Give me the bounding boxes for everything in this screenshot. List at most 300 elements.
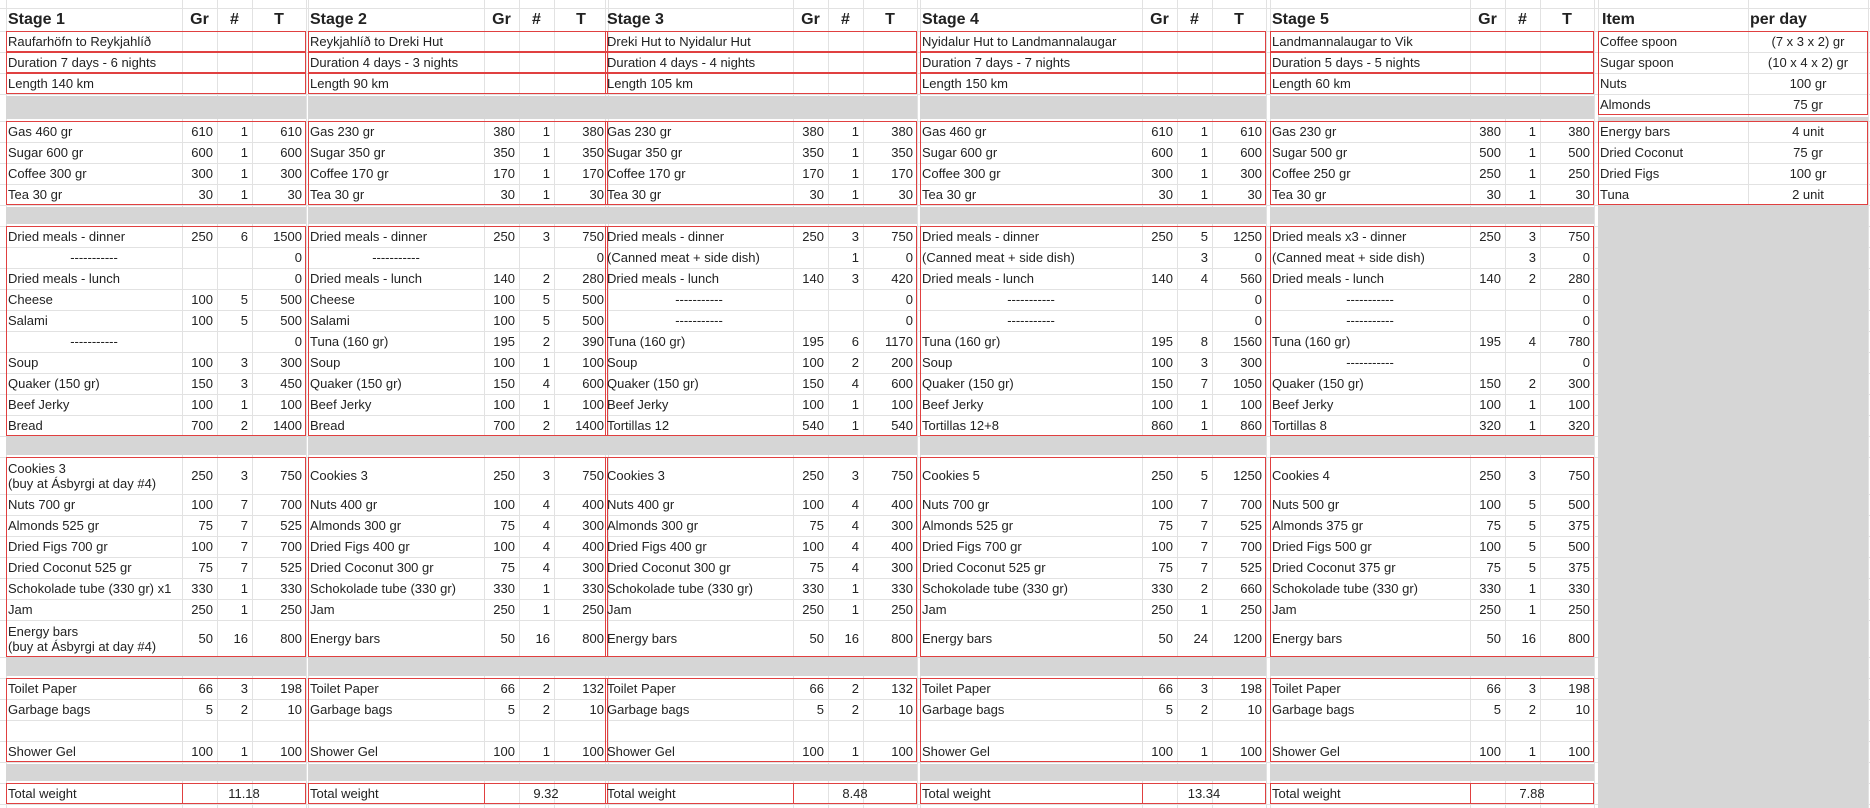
grid-vline — [917, 0, 918, 808]
item-name: Dried meals - lunch — [310, 271, 422, 286]
item-total: 1400 — [273, 418, 302, 433]
item-grams: 600 — [1151, 145, 1173, 160]
item-count: 1 — [240, 166, 248, 181]
item-grams: 300 — [1151, 166, 1173, 181]
item-grams: 250 — [191, 468, 213, 483]
item-name: Schokolade tube (330 gr) — [922, 581, 1068, 596]
item-total: 170 — [891, 166, 913, 181]
item-count: 6 — [851, 334, 859, 349]
item-total: 250 — [1568, 166, 1590, 181]
item-total: 400 — [891, 539, 913, 554]
col-header-gr: Gr — [492, 11, 511, 28]
item-name: Salami — [310, 313, 350, 328]
item-total: 750 — [1568, 229, 1590, 244]
item-grams: 50 — [198, 631, 213, 646]
item-grams — [182, 331, 217, 352]
item-total: 30 — [898, 187, 913, 202]
item-total: 600 — [280, 145, 302, 160]
perday-value: 100 gr — [1789, 76, 1827, 91]
item-grams: 600 — [191, 145, 213, 160]
item-name: Dried Figs 400 gr — [310, 539, 410, 554]
stage-info: Length 140 km — [8, 76, 95, 91]
item-grams — [484, 720, 519, 741]
item-name: Nuts 700 gr — [8, 497, 76, 512]
item-total: 0 — [1254, 292, 1262, 307]
item-name: Dried Coconut 525 gr — [8, 560, 132, 575]
separator-band — [605, 96, 917, 119]
item-total: 540 — [891, 418, 913, 433]
item-count: 1 — [542, 166, 550, 181]
item-count: 2 — [851, 702, 859, 717]
item-name: Coffee 300 gr — [922, 166, 1001, 181]
item-name: Dried meals - dinner — [310, 229, 428, 244]
item-total: 100 — [891, 397, 913, 412]
item-name: Jam — [607, 602, 632, 617]
stage-info: Duration 4 days - 4 nights — [607, 55, 756, 70]
item-name: Cheese — [310, 292, 355, 307]
total-label: Total weight — [8, 786, 77, 801]
item-grams: 250 — [191, 602, 213, 617]
item-name: Tea 30 gr — [310, 187, 365, 202]
item-name — [6, 457, 182, 494]
item-count: 1 — [851, 187, 859, 202]
item-name: Tuna (160 gr) — [607, 334, 686, 349]
separator-band — [1270, 207, 1594, 224]
item-count: 1 — [851, 250, 859, 265]
item-count — [217, 247, 252, 268]
stage-info: Length 90 km — [310, 76, 389, 91]
item-name: Garbage bags — [8, 702, 91, 717]
item-total: 500 — [1568, 145, 1590, 160]
item-grams: 75 — [198, 518, 213, 533]
item-total: 100 — [1568, 744, 1590, 759]
separator-band — [6, 96, 306, 119]
item-total: 860 — [1240, 418, 1262, 433]
item-count: 2 — [240, 418, 248, 433]
item-count: 5 — [1200, 229, 1208, 244]
item-grams: 30 — [809, 187, 824, 202]
item-count: 3 — [240, 355, 248, 370]
item-name: (Canned meat + side dish) — [607, 250, 760, 265]
item-count — [519, 247, 554, 268]
item-total: 420 — [891, 271, 913, 286]
item-name: ----------- — [1007, 313, 1055, 328]
item-name: Quaker (150 gr) — [1272, 376, 1364, 391]
perday-item: Nuts — [1600, 76, 1627, 91]
perday-item: Energy bars — [1600, 124, 1671, 139]
item-name: ----------- — [1346, 292, 1394, 307]
item-total: 1250 — [1233, 468, 1262, 483]
item-grams: 610 — [1151, 124, 1173, 139]
stage-title: Stage 2 — [310, 11, 367, 28]
item-grams — [1142, 310, 1177, 331]
item-name: Cheese — [8, 292, 53, 307]
separator-band — [308, 657, 608, 676]
item-name: Dried meals - dinner — [922, 229, 1040, 244]
item-name: Sugar 600 gr — [8, 145, 84, 160]
item-grams: 50 — [1486, 631, 1501, 646]
stage-info: Duration 5 days - 5 nights — [1272, 55, 1421, 70]
item-name: ----------- — [1346, 355, 1394, 370]
item-total: 250 — [1568, 602, 1590, 617]
item-count: 2 — [1528, 376, 1536, 391]
item-count: 16 — [1521, 631, 1536, 646]
item-name: Schokolade tube (330 gr) — [1272, 581, 1418, 596]
grid-hline — [0, 94, 1870, 95]
item-grams: 350 — [802, 145, 824, 160]
item-total: 750 — [582, 229, 604, 244]
item-grams: 50 — [809, 631, 824, 646]
item-name: Toilet Paper — [1272, 681, 1341, 696]
col-header-count: # — [230, 11, 239, 28]
item-grams: 195 — [493, 334, 515, 349]
item-grams: 100 — [493, 497, 515, 512]
item-name: Dried Coconut 375 gr — [1272, 560, 1396, 575]
perday-value-header: per day — [1750, 11, 1807, 28]
item-name: Soup — [310, 355, 341, 370]
item-total: 375 — [1568, 560, 1590, 575]
item-count: 4 — [542, 518, 550, 533]
item-total: 500 — [582, 313, 604, 328]
item-total: 1250 — [1233, 229, 1262, 244]
item-grams — [182, 247, 217, 268]
item-total: 800 — [1568, 631, 1590, 646]
item-total: 0 — [1582, 292, 1590, 307]
item-total: 100 — [280, 744, 302, 759]
item-name: Quaker (150 gr) — [922, 376, 1014, 391]
item-name: Gas 230 gr — [310, 124, 375, 139]
item-total: 100 — [280, 397, 302, 412]
item-name: Toilet Paper — [922, 681, 991, 696]
item-name: Nuts 400 gr — [607, 497, 675, 512]
item-name: Dried Figs 700 gr — [922, 539, 1022, 554]
item-total: 300 — [1240, 355, 1262, 370]
item-count: 1 — [851, 166, 859, 181]
stage-info: Length 150 km — [922, 76, 1009, 91]
item-total: 400 — [582, 497, 604, 512]
item-name: Dried meals - lunch — [607, 271, 719, 286]
item-name: Garbage bags — [310, 702, 393, 717]
perday-item: Coffee spoon — [1600, 34, 1678, 49]
item-name: Gas 460 gr — [8, 124, 73, 139]
item-count: 1 — [240, 124, 248, 139]
item-count: 4 — [851, 539, 859, 554]
item-count: 1 — [240, 744, 248, 759]
stage-info: Nyidalur Hut to Landmannalaugar — [922, 34, 1117, 49]
item-name-line: Cookies 3 — [8, 460, 66, 476]
item-total: 100 — [1568, 397, 1590, 412]
item-name — [920, 720, 1142, 741]
stage-title: Stage 5 — [1272, 11, 1329, 28]
item-count: 1 — [851, 418, 859, 433]
item-count: 1 — [851, 397, 859, 412]
item-grams: 100 — [493, 313, 515, 328]
item-count: 2 — [542, 271, 550, 286]
item-count: 1 — [240, 187, 248, 202]
item-name: Dried Coconut 300 gr — [607, 560, 731, 575]
item-grams: 100 — [1151, 744, 1173, 759]
item-count: 3 — [1528, 250, 1536, 265]
item-total: 300 — [280, 166, 302, 181]
stage-info: Duration 7 days - 7 nights — [922, 55, 1071, 70]
item-total: 10 — [287, 702, 302, 717]
col-header-gr: Gr — [190, 11, 209, 28]
item-grams: 100 — [493, 744, 515, 759]
item-name: Almonds 300 gr — [607, 518, 699, 533]
item-total: 0 — [905, 313, 913, 328]
separator-band — [308, 207, 608, 224]
item-name: Coffee 170 gr — [607, 166, 686, 181]
grid-vline — [306, 0, 307, 808]
item-name: Soup — [607, 355, 638, 370]
item-grams: 250 — [1151, 602, 1173, 617]
item-total: 500 — [1568, 539, 1590, 554]
item-total: 280 — [582, 271, 604, 286]
item-total: 1050 — [1233, 376, 1262, 391]
item-count: 1 — [1200, 744, 1208, 759]
separator-band — [920, 96, 1266, 119]
item-count: 1 — [542, 397, 550, 412]
item-total: 400 — [891, 497, 913, 512]
item-name: Nuts 400 gr — [310, 497, 378, 512]
item-count: 5 — [1528, 539, 1536, 554]
item-grams: 250 — [802, 229, 824, 244]
item-count: 4 — [1528, 334, 1536, 349]
item-total: 250 — [280, 602, 302, 617]
item-count: 5 — [1528, 497, 1536, 512]
item-name: Shower Gel — [922, 744, 990, 759]
item-grams: 100 — [191, 397, 213, 412]
item-name: ----------- — [70, 334, 118, 349]
item-name: Garbage bags — [1272, 702, 1355, 717]
item-count: 5 — [542, 313, 550, 328]
item-name-line: (buy at Ásbyrgi at day #4) — [8, 475, 157, 491]
item-grams: 140 — [802, 271, 824, 286]
item-grams: 195 — [1479, 334, 1501, 349]
item-count: 7 — [1200, 539, 1208, 554]
item-count: 1 — [851, 602, 859, 617]
item-name: Gas 230 gr — [1272, 124, 1337, 139]
item-name — [605, 720, 793, 741]
item-name: Tea 30 gr — [607, 187, 662, 202]
item-grams: 100 — [191, 539, 213, 554]
item-name: Schokolade tube (330 gr) — [607, 581, 753, 596]
item-name: Toilet Paper — [607, 681, 676, 696]
item-grams — [182, 720, 217, 741]
item-grams: 195 — [1151, 334, 1173, 349]
item-count: 3 — [1528, 468, 1536, 483]
item-grams: 100 — [802, 497, 824, 512]
item-grams: 250 — [1151, 229, 1173, 244]
item-count: 7 — [1200, 560, 1208, 575]
item-name: Dried Figs 500 gr — [1272, 539, 1372, 554]
separator-band — [308, 436, 608, 455]
col-header-total: T — [576, 11, 586, 28]
item-name: Dried meals - dinner — [8, 229, 126, 244]
stage-info: Duration 7 days - 6 nights — [8, 55, 157, 70]
item-count: 5 — [240, 292, 248, 307]
item-total: 0 — [905, 292, 913, 307]
item-grams: 700 — [191, 418, 213, 433]
item-name: Coffee 300 gr — [8, 166, 87, 181]
item-name — [6, 720, 182, 741]
grid-vline — [1594, 0, 1595, 808]
item-name: ----------- — [1346, 313, 1394, 328]
item-name: Nuts 500 gr — [1272, 497, 1340, 512]
item-count: 16 — [844, 631, 859, 646]
item-name: Shower Gel — [310, 744, 378, 759]
item-grams: 320 — [1479, 418, 1501, 433]
item-grams: 100 — [802, 744, 824, 759]
item-count — [828, 720, 863, 741]
item-grams: 100 — [1479, 397, 1501, 412]
item-count: 1 — [851, 145, 859, 160]
item-total: 800 — [891, 631, 913, 646]
item-grams: 100 — [1479, 539, 1501, 554]
item-grams: 170 — [493, 166, 515, 181]
item-count: 1 — [1528, 602, 1536, 617]
grid-hline — [0, 804, 1870, 805]
item-grams — [793, 720, 828, 741]
item-grams — [182, 268, 217, 289]
item-grams — [1142, 289, 1177, 310]
stage-info: Length 60 km — [1272, 76, 1351, 91]
item-name: Quaker (150 gr) — [607, 376, 699, 391]
item-total: 250 — [891, 602, 913, 617]
item-count: 1 — [851, 124, 859, 139]
separator-band — [308, 764, 608, 781]
item-name: Energy bars — [1272, 631, 1343, 646]
item-total: 1560 — [1233, 334, 1262, 349]
item-grams: 250 — [802, 602, 824, 617]
item-grams: 100 — [1151, 539, 1173, 554]
item-count — [1177, 289, 1212, 310]
item-name: Bread — [310, 418, 345, 433]
item-total: 0 — [1582, 250, 1590, 265]
item-total — [252, 720, 306, 741]
item-total: 500 — [280, 292, 302, 307]
separator-band — [6, 764, 306, 781]
item-total: 0 — [1254, 250, 1262, 265]
item-name: Sugar 350 gr — [607, 145, 683, 160]
item-total: 100 — [891, 744, 913, 759]
col-header-count: # — [841, 11, 850, 28]
item-name: Garbage bags — [922, 702, 1005, 717]
item-total: 700 — [280, 539, 302, 554]
item-total: 132 — [582, 681, 604, 696]
item-total: 300 — [891, 560, 913, 575]
item-grams: 75 — [500, 518, 515, 533]
item-name: Dried meals - lunch — [8, 271, 120, 286]
item-count: 4 — [542, 560, 550, 575]
item-count: 1 — [240, 397, 248, 412]
item-name: Bread — [8, 418, 43, 433]
item-grams: 66 — [1486, 681, 1501, 696]
item-grams: 75 — [198, 560, 213, 575]
item-count: 3 — [851, 271, 859, 286]
item-total: 300 — [1568, 376, 1590, 391]
item-name: Gas 460 gr — [922, 124, 987, 139]
item-count: 1 — [1528, 581, 1536, 596]
item-name: Dried Coconut 300 gr — [310, 560, 434, 575]
separator-band — [605, 207, 917, 224]
item-grams: 250 — [1479, 229, 1501, 244]
item-count: 1 — [1528, 166, 1536, 181]
col-header-count: # — [1190, 11, 1199, 28]
item-name: Beef Jerky — [1272, 397, 1334, 412]
item-name: Tea 30 gr — [1272, 187, 1327, 202]
total-value: 11.18 — [228, 786, 260, 801]
item-grams — [793, 310, 828, 331]
item-grams: 100 — [1479, 744, 1501, 759]
item-total: 100 — [582, 397, 604, 412]
col-header-gr: Gr — [1150, 11, 1169, 28]
item-grams — [1470, 352, 1505, 373]
item-total: 0 — [294, 250, 302, 265]
item-name: Quaker (150 gr) — [310, 376, 402, 391]
item-count: 1 — [542, 124, 550, 139]
item-grams — [1142, 720, 1177, 741]
perday-value: 75 gr — [1793, 145, 1823, 160]
item-count — [217, 268, 252, 289]
item-total: 380 — [582, 124, 604, 139]
item-total: 170 — [582, 166, 604, 181]
item-grams: 330 — [802, 581, 824, 596]
item-grams: 5 — [1165, 702, 1173, 717]
item-total: 10 — [1247, 702, 1262, 717]
item-grams: 150 — [1151, 376, 1173, 391]
item-total: 280 — [1568, 271, 1590, 286]
item-total: 0 — [1582, 313, 1590, 328]
item-count: 1 — [1528, 145, 1536, 160]
col-header-count: # — [532, 11, 541, 28]
item-name: (Canned meat + side dish) — [1272, 250, 1425, 265]
separator-band — [6, 436, 306, 455]
item-grams: 195 — [802, 334, 824, 349]
stage-title: Stage 4 — [922, 11, 979, 28]
item-count — [217, 720, 252, 741]
item-total: 250 — [1240, 602, 1262, 617]
item-name — [1270, 720, 1470, 741]
item-total: 1200 — [1233, 631, 1262, 646]
item-total: 10 — [1575, 702, 1590, 717]
item-count: 1 — [1200, 397, 1208, 412]
item-total: 525 — [1240, 560, 1262, 575]
item-grams: 100 — [191, 497, 213, 512]
item-grams: 500 — [1479, 145, 1501, 160]
total-label: Total weight — [310, 786, 379, 801]
col-header-total: T — [885, 11, 895, 28]
item-grams: 100 — [1151, 355, 1173, 370]
item-name: Dried meals x3 - dinner — [1272, 229, 1407, 244]
col-header-gr: Gr — [1478, 11, 1497, 28]
stage-info: Raufarhöfn to Reykjahlíð — [8, 34, 152, 49]
col-header-count: # — [1518, 11, 1527, 28]
item-total: 450 — [280, 376, 302, 391]
item-name: ----------- — [372, 250, 420, 265]
item-count: 7 — [240, 497, 248, 512]
item-name: Jam — [310, 602, 335, 617]
item-count: 2 — [240, 702, 248, 717]
item-grams: 100 — [802, 539, 824, 554]
item-total: 380 — [891, 124, 913, 139]
item-name: Tuna (160 gr) — [310, 334, 389, 349]
item-grams: 250 — [493, 229, 515, 244]
item-count: 6 — [240, 229, 248, 244]
perday-value: 75 gr — [1793, 97, 1823, 112]
item-total: 10 — [589, 702, 604, 717]
item-grams: 330 — [191, 581, 213, 596]
